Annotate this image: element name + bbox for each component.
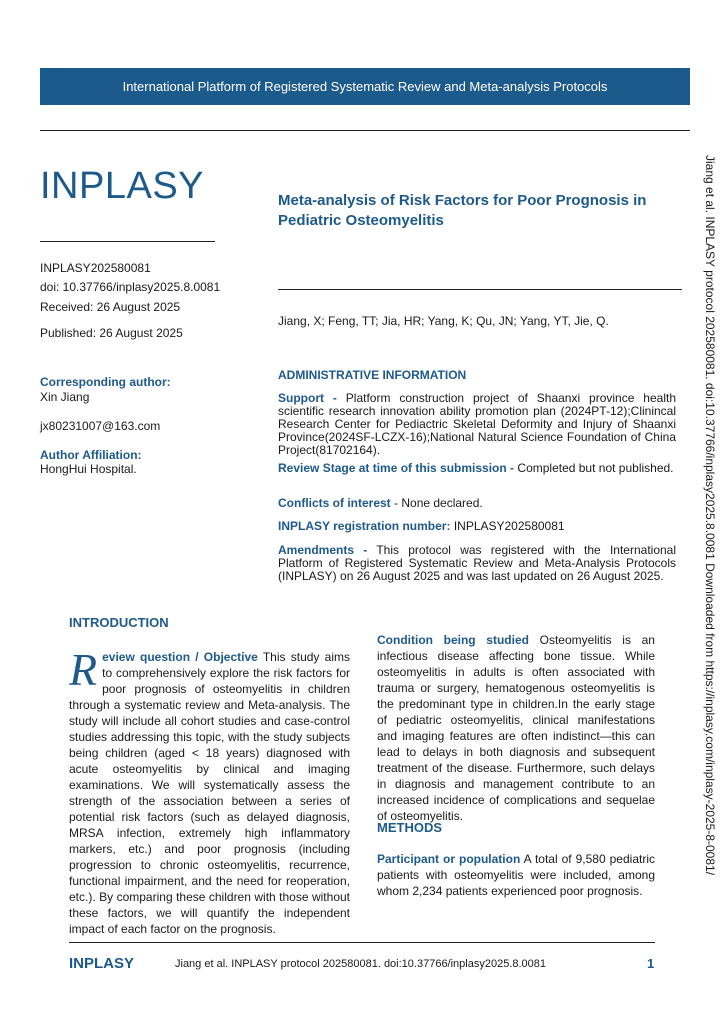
condition-text: Osteomyelitis is an infectious disease affecting bone tissue. While osteomyelitis in adults is often associated with trauma or surgery, hematogenous osteomyelitis is the predominant type in children.In the early stage of pediatric osteomyelitis, clinical manifestations and imaging features are often indistinct—this can lead to delays in both diagnosis and subsequent treatment of the disease. Furthermore, such delays in diagnosis and management contribute to an increased incidence of complications and sequelae of osteomyelitis. <box>377 633 655 823</box>
received-date: Received: 26 August 2025 <box>40 300 181 314</box>
page-number: 1 <box>647 956 655 971</box>
footer-divider <box>69 942 655 943</box>
protocol-doi[interactable]: doi: 10.37766/inplasy2025.8.0081 <box>40 280 221 294</box>
review-stage-text: Completed but not published. <box>514 461 674 475</box>
admin-heading: ADMINISTRATIVE INFORMATION <box>278 368 467 382</box>
registration-paragraph <box>278 520 676 533</box>
participant-paragraph <box>377 851 655 899</box>
corresponding-author-email[interactable]: jx80231007@163.com <box>40 419 161 433</box>
brand-logo-text: INPLASY <box>40 165 205 207</box>
corresponding-author-name: Xin Jiang <box>40 390 90 404</box>
review-stage-paragraph <box>278 462 676 475</box>
registration-label: INPLASY registration number: <box>278 519 451 533</box>
download-note: Jiang et al. INPLASY protocol 202580081. doi:10.37766/inplasy2025.8.0081 Downloaded from https://inplasy.com/inplasy-2025-8-0081/ <box>703 155 717 876</box>
footer-citation: Jiang et al. INPLASY protocol 202580081. doi:10.37766/inplasy2025.8.0081 <box>175 958 547 970</box>
corresponding-author-label: Corresponding author: <box>40 375 171 389</box>
brand-divider <box>40 241 215 242</box>
author-list: Jiang, X; Feng, TT; Jia, HR; Yang, K; Qu, JN; Yang, YT, Jie, Q. <box>278 314 609 328</box>
methods-heading: METHODS <box>377 820 442 835</box>
header-divider <box>40 130 690 131</box>
condition-paragraph <box>377 632 655 824</box>
registration-number: INPLASY202580081 <box>450 519 565 533</box>
introduction-heading: INTRODUCTION <box>69 615 169 630</box>
conflicts-paragraph <box>278 497 676 510</box>
title-divider <box>278 289 682 290</box>
conflicts-text: - None declared. <box>390 496 483 510</box>
affiliation-label: Author Affiliation: <box>40 448 142 462</box>
review-question-paragraph <box>69 644 350 937</box>
support-label: Support - <box>278 391 337 405</box>
participant-text: A total of 9,580 pediatric patients with osteomyelitis were included, among whom 2,234 patients experienced poor prognosis. <box>377 852 655 898</box>
review-question-label: eview question / Objective <box>102 650 258 664</box>
condition-label: Condition being studied <box>377 633 529 647</box>
footer-brand: INPLASY <box>69 955 135 972</box>
participant-label: Participant or population <box>377 852 521 866</box>
article-title: Meta-analysis of Risk Factors for Poor Prognosis in Pediatric Osteomyelitis <box>278 192 647 229</box>
published-date: Published: 26 August 2025 <box>40 326 183 340</box>
amendments-paragraph <box>278 544 676 583</box>
amendments-label: Amendments - <box>278 543 368 557</box>
header-banner: International Platform of Registered Systematic Review and Meta-analysis Protocols <box>40 68 690 105</box>
conflicts-label: Conflicts of interest <box>278 496 391 510</box>
affiliation-value: HongHui Hospital. <box>40 462 137 476</box>
review-question-text: This study aims to comprehensively explore the risk factors for poor prognosis of osteomyelitis in children through a systematic review and Meta-analysis. The study will include all cohort studies and case-control studies addressing this topic, with the study subjects being children (aged < 18 years) diagnosed with acute osteomyelitis by clinical and imaging examinations. We will systematically assess the strength of the association between a series of potential risk factors (such as delayed diagnosis, MRSA infection, extremely high inflammatory markers, etc.) and poor prognosis (including progression to chronic osteomyelitis, recurrence, functional impairment, and the need for reoperation, etc.). By comparing these children with those without these factors, we will quantify the independent impact of each factor on the prognosis. <box>69 650 350 936</box>
support-paragraph <box>278 392 676 457</box>
support-text: Platform construction project of Shaanxi province health scientific research innovation ability promotion plan (2024PT-12);Clinincal Research Center for Pediactric Skeletal Deformity and Injury of Shaanxi Province(2024SF-LCZX-16);National Natural Science Foundation of China Project(81702164). <box>278 391 676 457</box>
amendments-text: This protocol was registered with the International Platform of Registered Systematic Review and Meta-Analysis Protocols (INPLASY) on 26 August 2025 and was last updated on 26 August 2025. <box>278 543 676 583</box>
review-stage-label: Review Stage at time of this submission - <box>278 461 515 475</box>
protocol-id: INPLASY202580081 <box>40 261 151 275</box>
drop-cap: R <box>69 644 98 695</box>
